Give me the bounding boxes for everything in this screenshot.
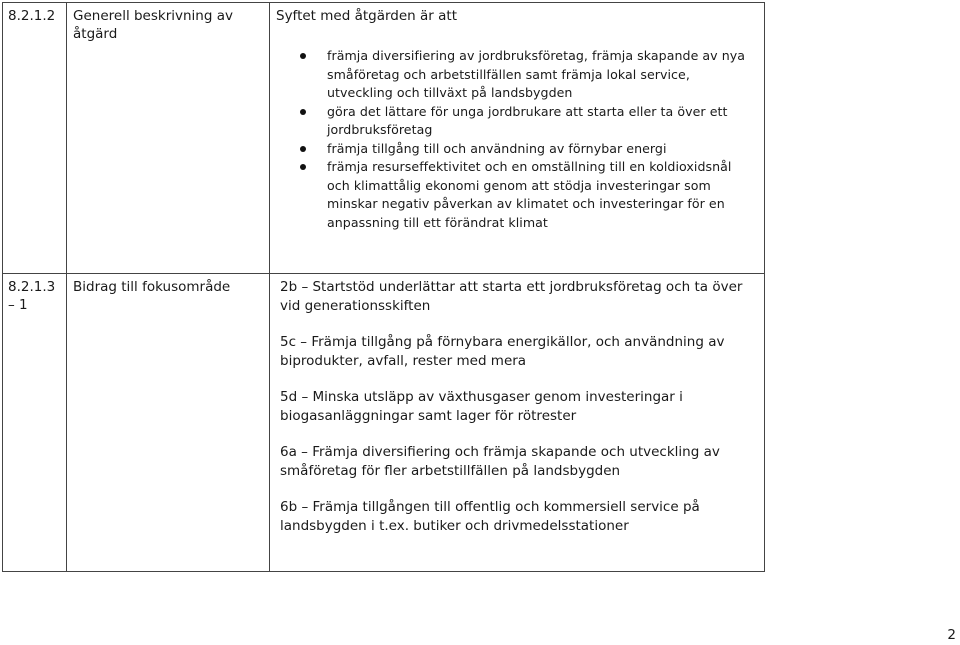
section-body-cell — [270, 3, 765, 274]
list-item — [327, 140, 750, 159]
list-item — [327, 103, 750, 140]
bullet-icon — [300, 53, 306, 59]
section-body-cell — [270, 274, 765, 572]
table-row — [3, 3, 765, 274]
list-item — [327, 158, 750, 232]
section-number: 8.2.1.3 – 1 — [8, 279, 56, 313]
section-number-cell — [3, 3, 67, 274]
section-number-cell — [3, 274, 67, 572]
section-title-cell — [67, 3, 270, 274]
focus-area-item: 5c – Främja tillgång på förnybara energikällor, och användning av biprodukter, avfall, rester med mera — [280, 334, 725, 369]
page-number: 2 — [947, 627, 956, 643]
focus-area-item: 2b – Startstöd underlättar att starta ett jordbruksföretag och ta över vid generationsskiften — [280, 279, 743, 314]
bullet-icon — [300, 109, 306, 115]
bullet-icon — [300, 146, 306, 152]
list-item-text: främja diversifiering av jordbruksföretag, främja skapande av nya småföretag och arbetstillfällen samt främja lokal service, utveckling och tillväxt på landsbygden — [327, 48, 746, 100]
list-item-text: främja resurseffektivitet och en omställning till en koldioxidsnål och klimattålig ekonomi genom att stödja investeringar som minskar negativ påverkan av klimatet och investeringar för en anpassning till ett förändrat klimat — [327, 159, 732, 230]
section-title: Generell beskrivning av åtgärd — [73, 8, 233, 42]
list-item — [327, 47, 750, 103]
measure-table — [2, 2, 765, 572]
list-item-text: göra det lättare för unga jordbrukare att starta eller ta över ett jordbruksföretag — [327, 103, 728, 137]
purpose-heading: Syftet med åtgärden är att — [276, 8, 457, 24]
focus-area-item: 6b – Främja tillgången till offentlig och kommersiell service på landsbygden i t.ex. butiker och drivmedelsstationer — [280, 499, 700, 534]
list-item-text: främja tillgång till och användning av förnybar energi — [327, 140, 667, 156]
purpose-bullet-list — [270, 47, 764, 232]
table-row — [3, 274, 765, 572]
section-title-cell — [67, 274, 270, 572]
section-number: 8.2.1.2 — [8, 8, 56, 24]
focus-area-item: 6a – Främja diversifiering och främja skapande och utveckling av småföretag för fler arbetstillfällen på landsbygden — [280, 444, 720, 479]
focus-area-list — [270, 274, 764, 535]
section-title: Bidrag till fokusområde — [73, 279, 231, 295]
focus-area-item: 5d – Minska utsläpp av växthusgaser genom investeringar i biogasanläggningar samt lager för rötrester — [280, 389, 683, 424]
bullet-icon — [300, 164, 306, 170]
